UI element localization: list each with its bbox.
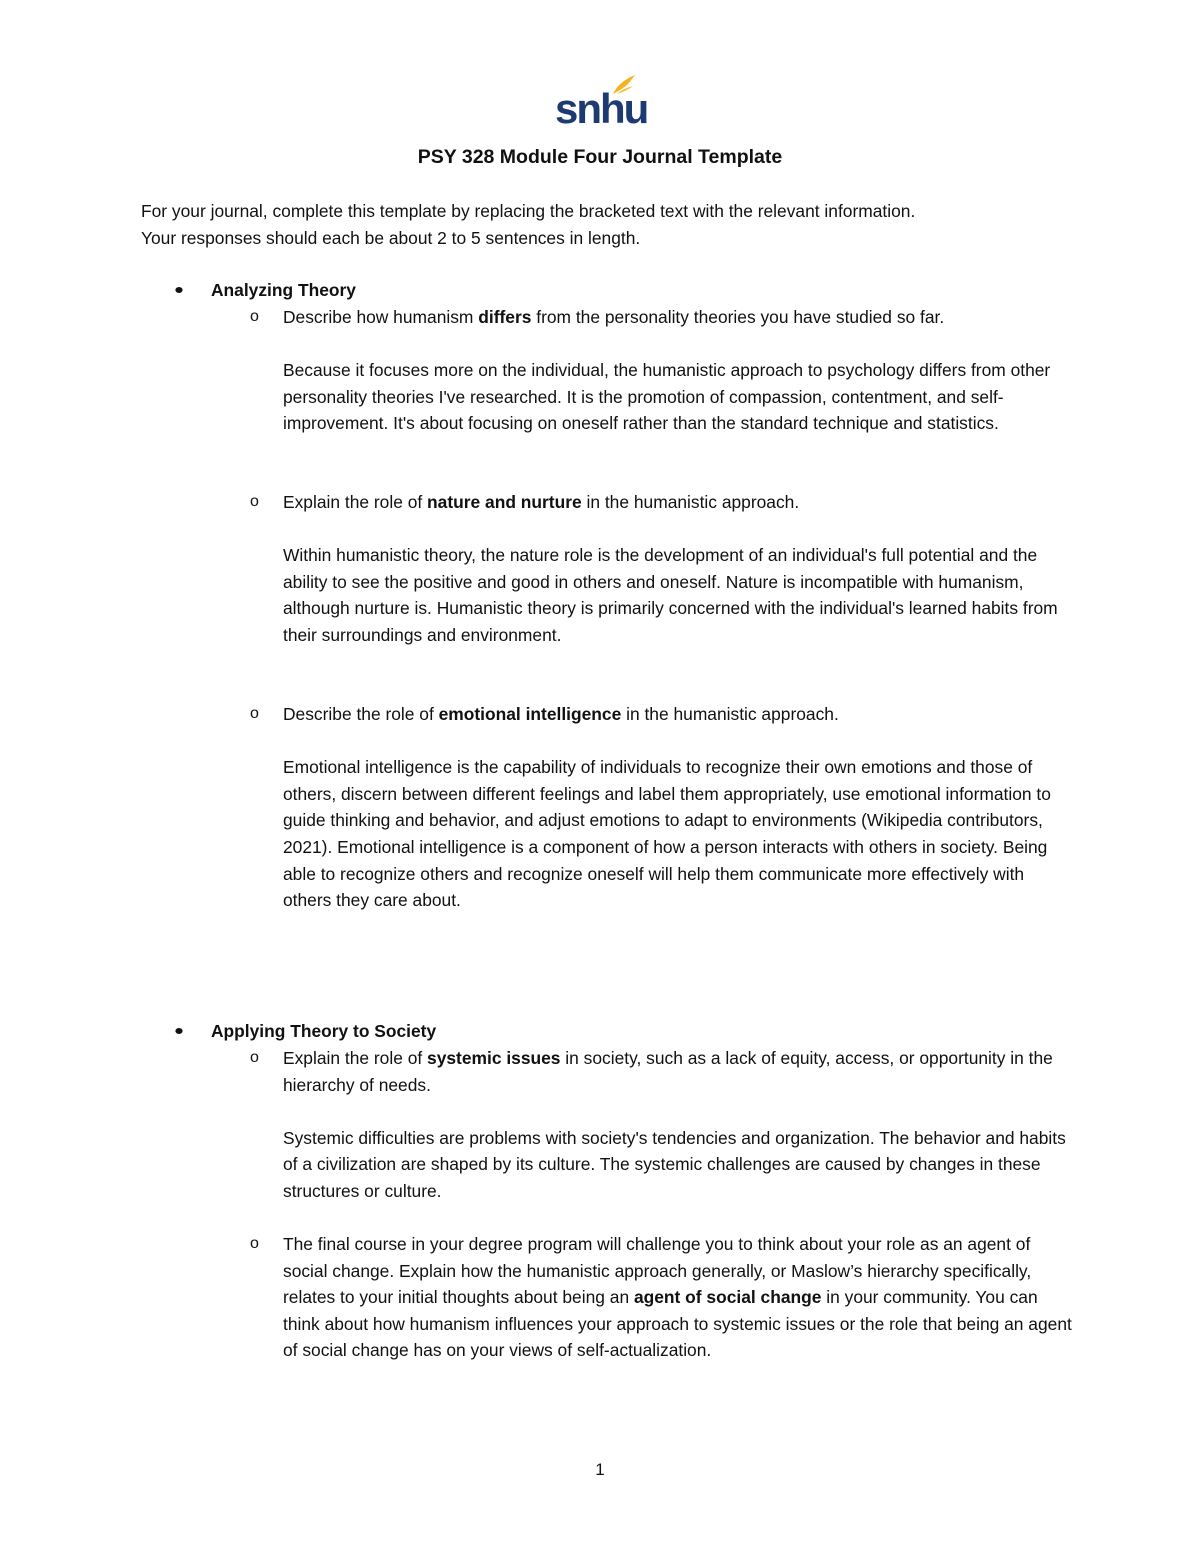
intro-line-1: For your journal, complete this template by replacing the bracketed text with the relevant information. bbox=[141, 201, 916, 221]
answer-response: Systemic difficulties are problems with society's tendencies and organization. The behavior and habits of a civilization are shaped by its culture. The systemic challenges are caused by changes in these structures or culture. bbox=[283, 1127, 1066, 1201]
question-prompt: Describe how humanism differs from the personality theories you have studied so far. bbox=[283, 307, 945, 327]
answer-response: Within humanistic theory, the nature role is the development of an individual's full potential and the ability to see the positive and good in others and oneself. Nature is incompatible with humanism, although nurture is. Humanistic theory is primarily concerned with the individual's learned habits from their surroundings and environment. bbox=[283, 545, 1058, 645]
sub-bullet-marker: o bbox=[250, 493, 259, 510]
answer-response: Emotional intelligence is the capability of individuals to recognize their own emotions and those of others, discern between different feelings and label them appropriately, use emotional information to guide thinking and behavior, and adjust emotions to adapt to environments (Wikipedia contributors, 2021). Emotional intelligence is a component of how a person interacts with others in society. Being able to recognize others and recognize oneself will help them communicate more effectively with others they care about. bbox=[283, 757, 1051, 911]
sub-bullet-marker: o bbox=[250, 1049, 259, 1066]
journal-item bbox=[283, 1231, 1073, 1364]
section-heading: Applying Theory to Society bbox=[211, 1021, 437, 1041]
page-number: 1 bbox=[595, 1460, 605, 1479]
question-prompt: The final course in your degree program will challenge you to think about your role as an agent of social change. Explain how the humanistic approach generally, or Maslow’s hierarchy specifically, relates to your initial thoughts about being an agent of social change in your community. You can think about how humanism influences your approach to systemic issues or the role that being an agent of social change has on your views of self-actualization. bbox=[283, 1234, 1072, 1361]
journal-item bbox=[283, 701, 1073, 914]
intro-paragraph bbox=[141, 198, 1101, 251]
document-title: PSY 328 Module Four Journal Template bbox=[417, 146, 783, 168]
journal-item bbox=[283, 1045, 1073, 1205]
journal-item bbox=[283, 489, 1073, 649]
sub-bullet-marker: o bbox=[250, 308, 259, 325]
sub-bullet-marker: o bbox=[250, 705, 259, 722]
intro-line-2: Your responses should each be about 2 to 5 sentences in length. bbox=[141, 227, 641, 248]
section-heading: Analyzing Theory bbox=[211, 280, 356, 300]
snhu-logo bbox=[555, 74, 648, 132]
answer-response: Because it focuses more on the individual, the humanistic approach to psychology differs from other personality theories I've researched. It is the promotion of compassion, contentment, and self-improvement. It's about focusing on oneself rather than the standard technique and statistics. bbox=[283, 360, 1051, 434]
bullet-icon bbox=[175, 1027, 183, 1035]
journal-item bbox=[283, 304, 1073, 437]
sub-bullet-marker: o bbox=[250, 1235, 259, 1252]
question-prompt: Explain the role of systemic issues in society, such as a lack of equity, access, or opportunity in the hierarchy of needs. bbox=[283, 1048, 1053, 1095]
logo-wordmark: snhu bbox=[555, 85, 648, 132]
question-prompt: Explain the role of nature and nurture in the humanistic approach. bbox=[283, 492, 800, 512]
question-prompt: Describe the role of emotional intelligence in the humanistic approach. bbox=[283, 704, 839, 724]
bullet-icon bbox=[175, 286, 183, 294]
